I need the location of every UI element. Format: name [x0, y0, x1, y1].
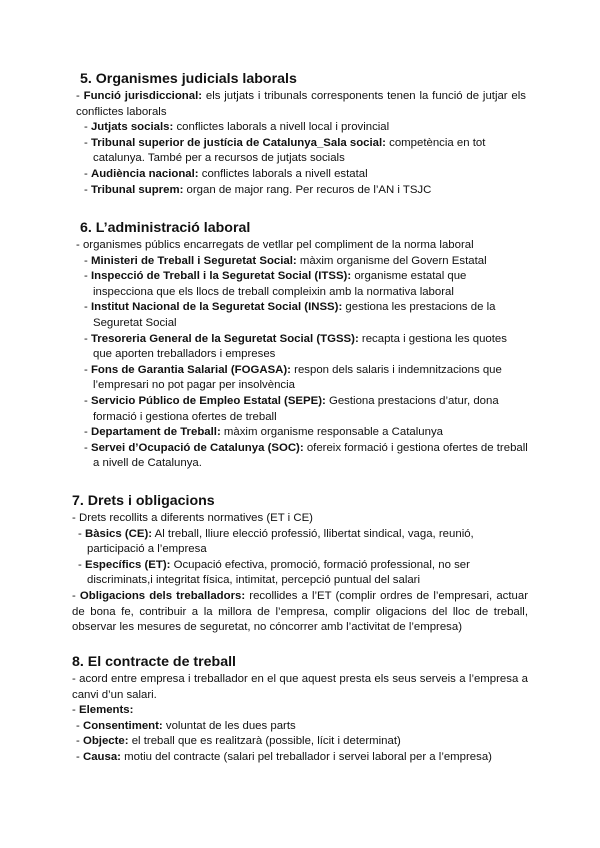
- s6-item-label: Tresoreria General de la Seguretat Social (TGSS):: [90, 332, 359, 345]
- section-6-title: 6. L’administració laboral: [80, 220, 251, 236]
- s8-intro-text: acord entre empresa i treballador en el que aquest presta els seus serveis a l’empresa a canvi d’un salari.: [72, 673, 528, 701]
- s6-item-text: recapta i gestiona les quotes que aporten treballadors i empreses: [93, 332, 507, 361]
- section-6: [0, 219, 600, 472]
- s5-item-label: Audiència nacional:: [90, 167, 199, 180]
- s6-item: - Ministeri de Treball i Seguretat Social: màxim organisme del Govern Estatal: [84, 254, 487, 267]
- s6-item-text: màxim organisme del Govern Estatal: [299, 254, 487, 267]
- section-7: [0, 492, 600, 636]
- s6-item-label: Servei d’Ocupació de Catalunya (SOC):: [90, 441, 304, 454]
- s8-elements-label: Elements:: [78, 704, 134, 717]
- s8-item: - Objecte: el treball que es realitzarà (possible, lícit i determinat): [76, 735, 401, 748]
- s6-item-label: Fons de Garantia Salarial (FOGASA):: [90, 363, 291, 376]
- s8-item-text: voluntat de les dues parts: [165, 719, 296, 732]
- s7-obligacions: - Obligacions dels treballadors: recollides a l’ET (complir ordres de l’empresari, actuar de bona fe, contribuir a la millora de l’empresa, complir oligacions del lloc de treball, observar les mesures de seguretat, no cóncorrer amb l’activitat de l’empresa): [72, 589, 528, 634]
- s6-item-text: gestiona les prestacions de la Seguretat Social: [93, 301, 496, 329]
- s7-item-label: Específics (ET):: [84, 558, 171, 571]
- s5-item: - Jutjats socials: conflictes laborals a nivell local i provincial: [84, 121, 390, 134]
- s6-item: - Servei d’Ocupació de Catalunya (SOC): ofereix formació i gestiona ofertes de treball a nivell de Catalunya.: [84, 441, 528, 470]
- s6-item-text: organisme estatal que inspecciona que els llocs de treball compleixin amb la normativa laboral: [93, 270, 467, 298]
- s7-item: - Bàsics (CE): Al treball, lliure elecció professió, llibertat sindical, vaga, reunió, participació a l’empresa: [78, 527, 474, 556]
- s6-item-label: Inspecció de Treball i la Seguretat Social (ITSS):: [90, 270, 352, 283]
- s8-item-text: el treball que es realitzarà (possible, lícit i determinat): [131, 735, 401, 748]
- section-8: [0, 653, 600, 766]
- s8-item-label: Objecte:: [82, 735, 129, 748]
- s6-item-text: Gestiona prestacions d’atur, dona formació i gestiona ofertes de treball: [93, 394, 499, 423]
- s6-item-label: Institut Nacional de la Seguretat Social (INSS):: [90, 301, 343, 314]
- s6-intro: - organismes públics encarregats de vetllar pel compliment de la norma laboral: [76, 239, 474, 251]
- s5-intro-label: Funció jurisdiccional:: [83, 90, 203, 102]
- s5-item-text: organ de major rang. Per recuros de l’AN i TSJC: [186, 183, 432, 196]
- s8-item: - Consentiment: voluntat de les dues parts: [76, 719, 296, 732]
- s6-item-text: respon dels salaris i indemnitzacions que l’empresari no pot pagar per insolvència: [93, 363, 502, 392]
- s8-item-text: motiu del contracte (salari pel treballador i servei laboral per a l’empresa): [124, 750, 492, 763]
- s6-item-text: màxim organisme responsable a Catalunya: [223, 426, 443, 439]
- s5-intro: - Funció jurisdiccional: els jutjats i tribunals corresponents tenen la funció de jutjar els conflictes laborals: [76, 90, 526, 118]
- s8-item-label: Causa:: [82, 750, 121, 763]
- s7-item: - Específics (ET): Ocupació efectiva, promoció, formació professional, no ser discriminats,i integritat física, intimitat, percepció puntual del salari: [78, 558, 470, 587]
- s7-intro: - Drets recollits a diferents normatives (ET i CE): [72, 512, 313, 524]
- s5-item-text: conflictes laborals a nivell estatal: [201, 167, 368, 180]
- s6-item-label: Servicio Público de Empleo Estatal (SEPE):: [90, 394, 326, 407]
- s6-intro-text: organismes públics encarregats de vetllar pel compliment de la norma laboral: [82, 239, 474, 251]
- s5-item: - Tribunal superior de justícia de Catalunya_Sala social: competència en tot catalunya. També per a recursos de jutjats socials: [84, 136, 486, 165]
- s5-item: - Audiència nacional: conflictes laborals a nivell estatal: [84, 167, 368, 180]
- s6-item: - Tresoreria General de la Seguretat Social (TGSS): recapta i gestiona les quotes que aporten treballadors i empreses: [84, 332, 507, 361]
- s6-item-label: Departament de Treball:: [90, 426, 221, 439]
- section-5-title: 5. Organismes judicials laborals: [80, 71, 297, 87]
- s7-item-label: Bàsics (CE):: [84, 527, 153, 540]
- s6-item: - Inspecció de Treball i la Seguretat Social (ITSS): organisme estatal que inspecciona que els llocs de treball compleixin amb la normativa laboral: [84, 270, 467, 298]
- section-7-title: 7. Drets i obligacions: [72, 493, 215, 509]
- s8-item-label: Consentiment:: [82, 719, 163, 732]
- s7-item-text: Ocupació efectiva, promoció, formació professional, no ser discriminats,i integritat física, intimitat, percepció puntual del salari: [87, 558, 470, 587]
- s5-item-text: conflictes laborals a nivell local i provincial: [176, 121, 390, 134]
- s5-item-label: Tribunal suprem:: [90, 183, 184, 196]
- s6-item-label: Ministeri de Treball i Seguretat Social:: [90, 254, 297, 267]
- s6-item: - Institut Nacional de la Seguretat Social (INSS): gestiona les prestacions de la Seguretat Social: [84, 301, 496, 329]
- s5-item-label: Tribunal superior de justícia de Catalunya_Sala social:: [90, 136, 386, 149]
- s6-item-text: ofereix formació i gestiona ofertes de treball a nivell de Catalunya.: [93, 441, 528, 470]
- s7-oblig-label: Obligacions dels treballadors:: [79, 589, 246, 602]
- s5-item-label: Jutjats socials:: [90, 121, 174, 134]
- section-8-title: 8. El contracte de treball: [72, 654, 237, 670]
- s7-item-text: Al treball, lliure elecció professió, llibertat sindical, vaga, reunió, participació a l’empresa: [87, 527, 474, 556]
- s8-intro: - acord entre empresa i treballador en el que aquest presta els seus serveis a l’empresa a canvi d’un salari.: [72, 673, 528, 701]
- s5-item-text: competència en tot catalunya. També per a recursos de jutjats socials: [93, 136, 486, 165]
- s6-item: - Servicio Público de Empleo Estatal (SEPE): Gestiona prestacions d’atur, dona formació i gestiona ofertes de treball: [84, 394, 499, 423]
- s7-oblig-text: recollides a l’ET (complir ordres de l’empresari, actuar de bona fe, contribuir a la millora de l’empresa, complir oligacions del lloc de treball, observar les mesures de seguretat, no cóncorrer amb l’activitat de l’empresa): [72, 589, 528, 634]
- section-5: [0, 70, 600, 198]
- s8-item: - Causa: motiu del contracte (salari pel treballador i servei laboral per a l’empresa): [76, 750, 492, 763]
- s6-item: - Fons de Garantia Salarial (FOGASA): respon dels salaris i indemnitzacions que l’empresari no pot pagar per insolvència: [84, 363, 502, 392]
- s5-item: - Tribunal suprem: organ de major rang. Per recuros de l’AN i TSJC: [84, 183, 432, 196]
- s8-elements: - Elements:: [72, 704, 134, 717]
- s5-intro-text: els jutjats i tribunals corresponents tenen la funció de jutjar els conflictes laborals: [76, 90, 526, 118]
- s6-item: - Departament de Treball: màxim organisme responsable a Catalunya: [84, 426, 443, 439]
- s7-intro-text: Drets recollits a diferents normatives (ET i CE): [78, 512, 313, 524]
